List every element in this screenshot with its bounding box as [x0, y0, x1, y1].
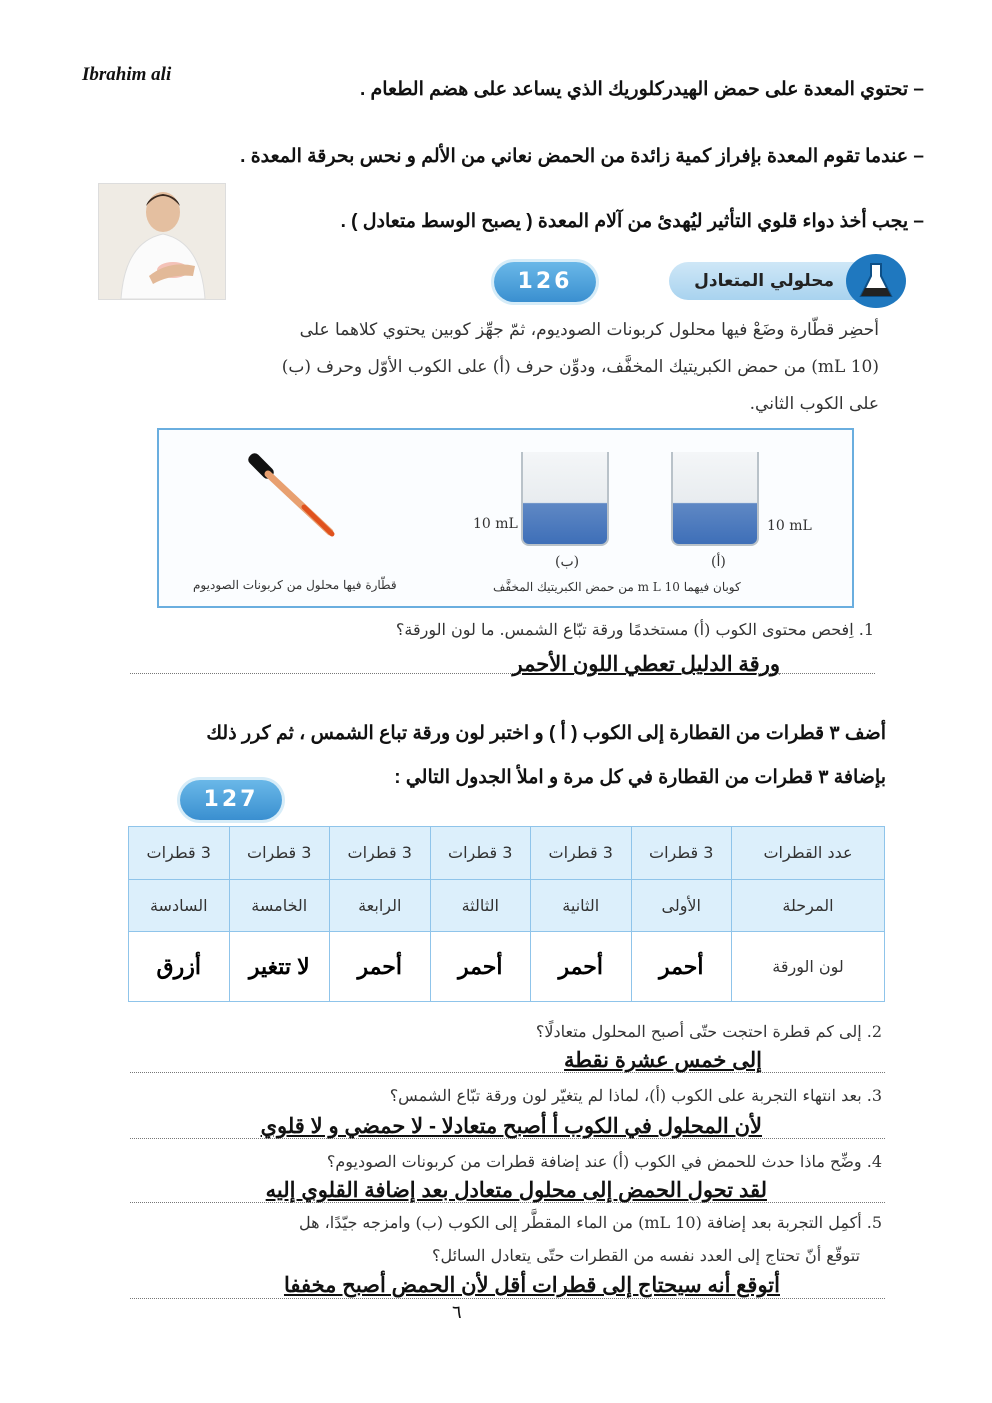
intro-paragraph	[159, 312, 879, 423]
beaker-b-label: (ب)	[555, 554, 580, 570]
drops-cell: 3 قطرات	[129, 827, 230, 880]
answer-3: لأن المحلول في الكوب أ أصبح متعادلا - لا حمضي و لا قلوي	[260, 1115, 762, 1138]
volume-label-left: 10 mL	[473, 516, 518, 532]
answer-2: إلى خمس عشرة نقطة	[564, 1049, 762, 1072]
beaker-a-label: (أ)	[711, 554, 726, 570]
drops-cell: 3 قطرات	[631, 827, 732, 880]
row-header-drops: عدد القطرات	[732, 827, 885, 880]
table-row-drops	[129, 827, 885, 880]
page-number: ٦	[452, 1302, 462, 1323]
intro-line: أحضِر قطّارة وضَعْ فيها محلول كربونات الصوديوم، ثمّ جهِّز كوبين يحتوي كلاهما على	[299, 320, 879, 340]
instruction-line-1: أضف ٣ قطرات من القطارة إلى الكوب ( أ ) و اختبر لون ورقة تباع الشمس ، ثم كرر ذلك	[206, 723, 886, 744]
table-row-color	[129, 932, 885, 1002]
stage-cell: الأولى	[631, 879, 732, 932]
results-table	[128, 826, 885, 1002]
experiment-figure	[157, 428, 854, 608]
activity-title: محلولي المتعادل	[669, 262, 904, 300]
answer-line	[130, 1298, 885, 1299]
volume-label-right: 10 mL	[767, 518, 812, 534]
bullet-stomach-acid: – تحتوي المعدة على حمض الهيدركلوريك الذي يساعد على هضم الطعام .	[359, 79, 924, 100]
bullet-excess-acid: – عندما تقوم المعدة بإفراز كمية زائدة من الحمض نعاني من الألم و نحس بحرقة المعدة .	[240, 146, 924, 167]
intro-line: (10 mL) من حمض الكبريتيك المخفَّف، ودوِّن حرف (أ) على الكوب الأوّل وحرف (ب)	[281, 357, 879, 377]
instruction-line-2: بإضافة ٣ قطرات من القطارة في كل مرة و املأ الجدول التالي :	[394, 767, 886, 788]
stage-cell: الثانية	[531, 879, 632, 932]
beaker-b	[521, 452, 609, 546]
flask-icon	[846, 254, 906, 308]
drops-cell: 3 قطرات	[430, 827, 531, 880]
row-header-stage: المرحلة	[732, 879, 885, 932]
page-badge-127: 127	[180, 780, 282, 820]
dropper-icon	[244, 452, 344, 542]
question-2: 2. إلى كم قطرة احتجت حتّى أصبح المحلول متعادلًا؟	[535, 1022, 882, 1041]
question-5-line-2: تتوقّع أنّ تحتاج إلى العدد نفسه من القطرات حتّى يتعادل السائل؟	[431, 1246, 860, 1265]
row-header-color: لون الورقة	[732, 932, 885, 1002]
color-cell: أحمر	[430, 932, 531, 1002]
author-name: Ibrahim ali	[82, 64, 172, 85]
intro-line: على الكوب الثاني.	[749, 394, 879, 414]
answer-4: لقد تحول الحمض إلى محلول متعادل بعد إضافة القلوي إليه	[265, 1179, 767, 1202]
color-cell: أحمر	[631, 932, 732, 1002]
bullet-antacid: – يجب أخذ دواء قلوي التأثير ليُهدئ من آلام المعدة ( يصبح الوسط متعادل ) .	[340, 211, 924, 232]
question-4: 4. وضِّح ماذا حدث للحمض في الكوب (أ) عند إضافة قطرات من كربونات الصوديوم؟	[326, 1152, 882, 1171]
answer-1: ورقة الدليل تعطي اللون الأحمر	[512, 653, 780, 676]
stage-cell: الرابعة	[330, 879, 431, 932]
stage-cell: السادسة	[129, 879, 230, 932]
drops-cell: 3 قطرات	[531, 827, 632, 880]
drops-cell: 3 قطرات	[229, 827, 330, 880]
drops-cell: 3 قطرات	[330, 827, 431, 880]
question-1: 1. اِفحص محتوى الكوب (أ) مستخدمًا ورقة تبّاع الشمس. ما لون الورقة؟	[395, 620, 874, 639]
stomach-ache-photo	[98, 183, 226, 300]
color-cell: لا تتغير	[229, 932, 330, 1002]
answer-line	[130, 1072, 885, 1073]
stage-cell: الخامسة	[229, 879, 330, 932]
color-cell: أزرق	[129, 932, 230, 1002]
answer-5: أتوقع أنه سيحتاج إلى قطرات أقل لأن الحمض أصبح مخففا	[283, 1274, 780, 1297]
question-5-line-1: 5. أكمِل التجربة بعد إضافة (10 mL) من الماء المقطَّر إلى الكوب (ب) وامزجه جيّدًا، هل	[298, 1213, 882, 1232]
beaker-a	[671, 452, 759, 546]
stage-cell: الثالثة	[430, 879, 531, 932]
table-row-stage	[129, 879, 885, 932]
beakers-caption: كوبان فيهما 10 m L من حمض الكبريتيك المخفَّف	[493, 580, 741, 594]
page-badge-126: 126	[494, 262, 596, 302]
color-cell: أحمر	[330, 932, 431, 1002]
question-3: 3. بعد انتهاء التجربة على الكوب (أ)، لماذا لم يتغيّر لون ورقة تبّاع الشمس؟	[389, 1086, 882, 1105]
dropper-caption: قطّارة فيها محلول من كربونات الصوديوم	[193, 578, 397, 592]
color-cell: أحمر	[531, 932, 632, 1002]
